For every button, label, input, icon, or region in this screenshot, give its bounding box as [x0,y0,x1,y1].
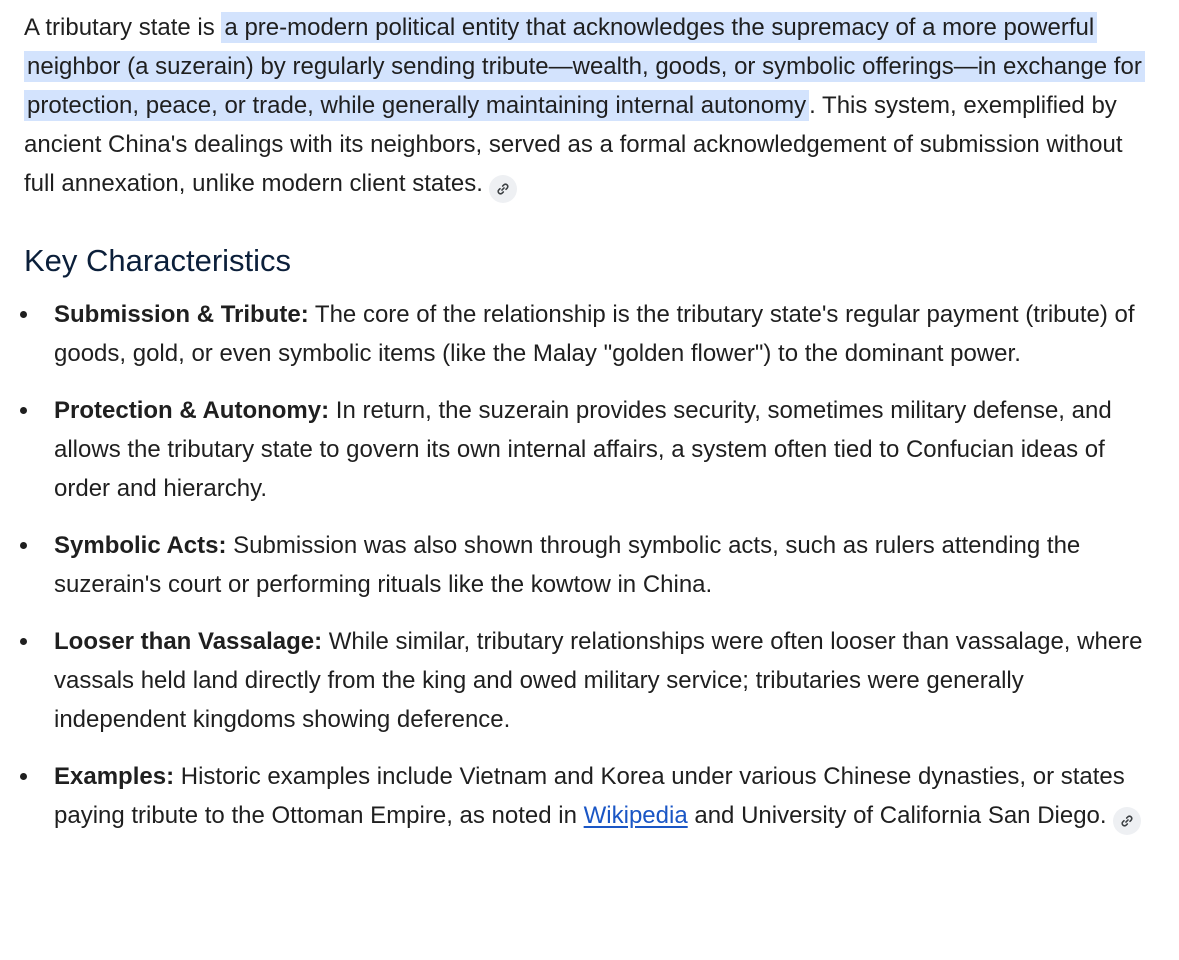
item-text-end: and University of California San Diego. [687,802,1107,829]
item-term: Examples: [54,763,175,790]
item-text: The core of the relationship is the tributary state's regular payment (tribute) of goods, gold, or even symbolic items (like the Malay "golden flower") to the dominant power. [54,301,1135,367]
item-term: Symbolic Acts: [54,532,227,559]
highlighted-definition[interactable]: a pre-modern political entity that acknowledges the supremacy of a more powerful neighbor (a suzerain) by regularly sending tribute—wealth, goods, or symbolic offerings—in exchange for protection, peace, or trade, while generally maintaining internal autonomy [24,12,1145,121]
section-heading: Key Characteristics [24,243,292,278]
link-icon [496,182,510,196]
item-term: Submission & Tribute: [54,301,309,328]
item-text: In return, the suzerain provides security, sometimes military defense, and allows the tributary state to govern its own internal affairs, a system often tied to Confucian ideas of order and hierarchy. [54,397,1112,502]
list-item [24,622,1159,739]
intro-paragraph [24,8,1159,203]
intro-rest: . This system, exemplified by ancient China's dealings with its neighbors, served as a formal acknowledgement of submission without full annexation, unlike modern client states. [24,92,1123,197]
intro-lead: A tributary state is [24,14,222,41]
source-link-button[interactable] [1113,807,1141,835]
list-item [24,526,1159,604]
list-item [24,391,1159,508]
item-term: Looser than Vassalage: [54,628,323,655]
item-term: Protection & Autonomy: [54,397,330,424]
list-item [24,757,1159,835]
characteristics-list [24,295,1159,835]
item-text: While similar, tributary relationships were often looser than vassalage, where vassals held land directly from the king and owed military service; tributaries were generally independent kingdoms showing deference. [54,628,1143,733]
answer-content [24,8,1159,853]
item-text: Historic examples include Vietnam and Korea under various Chinese dynasties, or states paying tribute to the Ottoman Empire, as noted in [54,763,1125,829]
source-link-button[interactable] [489,175,517,203]
link-icon [1120,814,1134,828]
list-item [24,295,1159,373]
wikipedia-link[interactable]: Wikipedia [583,802,688,829]
item-text: Submission was also shown through symbolic acts, such as rulers attending the suzerain's court or performing rituals like the kowtow in China. [54,532,1081,598]
